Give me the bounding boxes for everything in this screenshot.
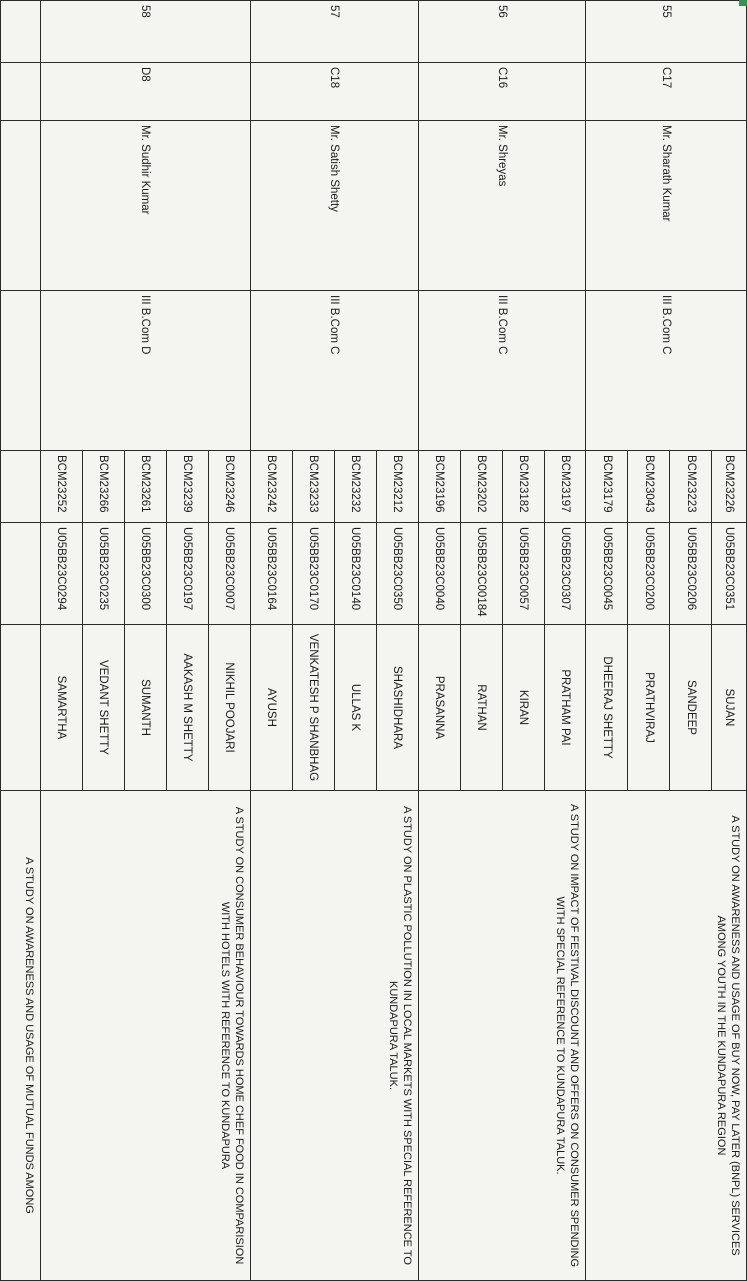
usn-cell: U05BB23C0040 bbox=[418, 523, 460, 625]
student-name-cell: RATHAN bbox=[460, 625, 502, 791]
student-name-cell: SANDEEP bbox=[670, 625, 712, 791]
student-name-cell: SUJAN bbox=[712, 625, 747, 791]
reg-no-cell: BCM23197 bbox=[544, 451, 586, 523]
reg-no-cell: BCM23226 bbox=[712, 451, 747, 523]
group-code-cell: C18 bbox=[250, 63, 418, 121]
group-code-cell: C16 bbox=[418, 63, 586, 121]
project-title-cell: A STUDY ON PLASTIC POLLUTION IN LOCAL MARKETS WITH SPECIAL REFERENCE TO KUNDAPURA TALUK. bbox=[250, 791, 418, 1281]
sl-no-cell: 57 bbox=[250, 1, 418, 63]
reg-no-cell: BCM23179 bbox=[586, 451, 628, 523]
reg-no-cell: BCM23246 bbox=[208, 451, 250, 523]
reg-no-cell: BCM23202 bbox=[460, 451, 502, 523]
reg-no-cell: BCM23261 bbox=[124, 451, 166, 523]
sl-no-cell: 55 bbox=[586, 1, 747, 63]
group-code-cell: C17 bbox=[586, 63, 747, 121]
student-name-cell: PRATHVIRAJ bbox=[628, 625, 670, 791]
student-name-cell: NIKHIL POOJARI bbox=[208, 625, 250, 791]
reg-no-cell: BCM23043 bbox=[628, 451, 670, 523]
empty-cell bbox=[1, 523, 41, 625]
table-row bbox=[544, 1, 586, 1281]
student-name-cell: AAKASH M SHETTY bbox=[166, 625, 208, 791]
usn-cell: U05BB23C0045 bbox=[586, 523, 628, 625]
table-row bbox=[1, 1, 41, 1281]
reg-no-cell: BCM23223 bbox=[670, 451, 712, 523]
reg-no-cell: BCM23233 bbox=[292, 451, 334, 523]
student-name-cell: SUMANTH bbox=[124, 625, 166, 791]
usn-cell: U05BB23C0197 bbox=[166, 523, 208, 625]
project-title-cell: A STUDY ON AWARENESS AND USAGE OF BUY NOW, PAY LATER (BNPL) SERVICES AMONG YOUTH IN THE KUNDAPURA REGION bbox=[586, 791, 747, 1281]
student-name-cell: AYUSH bbox=[250, 625, 292, 791]
sl-no-cell: 58 bbox=[40, 1, 250, 63]
usn-cell: U05BB23C0140 bbox=[334, 523, 376, 625]
student-name-cell: SAMARTHA bbox=[40, 625, 82, 791]
table-row bbox=[208, 1, 250, 1281]
class-cell: III B.Com C bbox=[418, 291, 586, 451]
usn-cell: U05BB23C0307 bbox=[544, 523, 586, 625]
usn-cell: U05BB23C0350 bbox=[376, 523, 418, 625]
usn-cell: U05BB23C0200 bbox=[628, 523, 670, 625]
student-name-cell: PRATHAM PAI bbox=[544, 625, 586, 791]
reg-no-cell: BCM23239 bbox=[166, 451, 208, 523]
sl-no-cell bbox=[1, 1, 41, 63]
project-title-cell: A STUDY ON CONSUMER BEHAVIOUR TOWARDS HOME CHEF FOOD IN COMPARISION WITH HOTELS WITH REFERENCE TO KUNDAPURA bbox=[40, 791, 250, 1281]
project-title-cell: A STUDY ON IMPACT OF FESTIVAL DISCOUNT AND OFFERS ON CONSUMER SPENDING WITH SPECIAL REFERENCE TO KUNDAPURA TALUK. bbox=[418, 791, 586, 1281]
table-row bbox=[376, 1, 418, 1281]
student-name-cell: ULLAS K bbox=[334, 625, 376, 791]
reg-no-cell: BCM23266 bbox=[82, 451, 124, 523]
class-cell: III B.Com C bbox=[586, 291, 747, 451]
group-code-cell bbox=[1, 63, 41, 121]
guide-name-cell: Mr. Sharath Kumar bbox=[586, 121, 747, 291]
reg-no-cell: BCM23242 bbox=[250, 451, 292, 523]
reg-no-cell: BCM23212 bbox=[376, 451, 418, 523]
usn-cell: U05BB23C0235 bbox=[82, 523, 124, 625]
reg-no-cell: BCM23182 bbox=[502, 451, 544, 523]
table-body bbox=[1, 1, 747, 1281]
usn-cell: U05BB23C0294 bbox=[40, 523, 82, 625]
student-name-cell: VEDANT SHETTY bbox=[82, 625, 124, 791]
usn-cell: U05BB23C0164 bbox=[250, 523, 292, 625]
usn-cell: U05BB23C0057 bbox=[502, 523, 544, 625]
usn-cell: U05BB23C0170 bbox=[292, 523, 334, 625]
usn-cell: U05BB23C00184 bbox=[460, 523, 502, 625]
class-cell: III B.Com D bbox=[40, 291, 250, 451]
usn-cell: U05BB23C0351 bbox=[712, 523, 747, 625]
table-row bbox=[712, 1, 747, 1281]
guide-name-cell: Mr. Satish Shetty bbox=[250, 121, 418, 291]
student-name-cell: PRASANNA bbox=[418, 625, 460, 791]
guide-name-cell bbox=[1, 121, 41, 291]
sl-no-cell: 56 bbox=[418, 1, 586, 63]
project-title-cell: A STUDY ON AWARENESS AND USAGE OF MUTUAL FUNDS AMONG bbox=[1, 791, 41, 1281]
usn-cell: U05BB23C0007 bbox=[208, 523, 250, 625]
usn-cell: U05BB23C0300 bbox=[124, 523, 166, 625]
guide-name-cell: Mr. Sudhir Kumar bbox=[40, 121, 250, 291]
student-name-cell: VENKATESH P SHANBHAG bbox=[292, 625, 334, 791]
green-paper-edge bbox=[739, 0, 747, 6]
student-name-cell: DHEERAJ SHETTY bbox=[586, 625, 628, 791]
reg-no-cell: BCM23196 bbox=[418, 451, 460, 523]
class-cell bbox=[1, 291, 41, 451]
student-name-cell: KIRAN bbox=[502, 625, 544, 791]
empty-cell bbox=[1, 625, 41, 791]
reg-no-cell: BCM23232 bbox=[334, 451, 376, 523]
guide-name-cell: Mr. Shreyas bbox=[418, 121, 586, 291]
group-code-cell: D8 bbox=[40, 63, 250, 121]
student-name-cell: SHASHIDHARA bbox=[376, 625, 418, 791]
class-cell: III B.Com C bbox=[250, 291, 418, 451]
reg-no-cell: BCM23252 bbox=[40, 451, 82, 523]
empty-cell bbox=[1, 451, 41, 523]
usn-cell: U05BB23C0206 bbox=[670, 523, 712, 625]
